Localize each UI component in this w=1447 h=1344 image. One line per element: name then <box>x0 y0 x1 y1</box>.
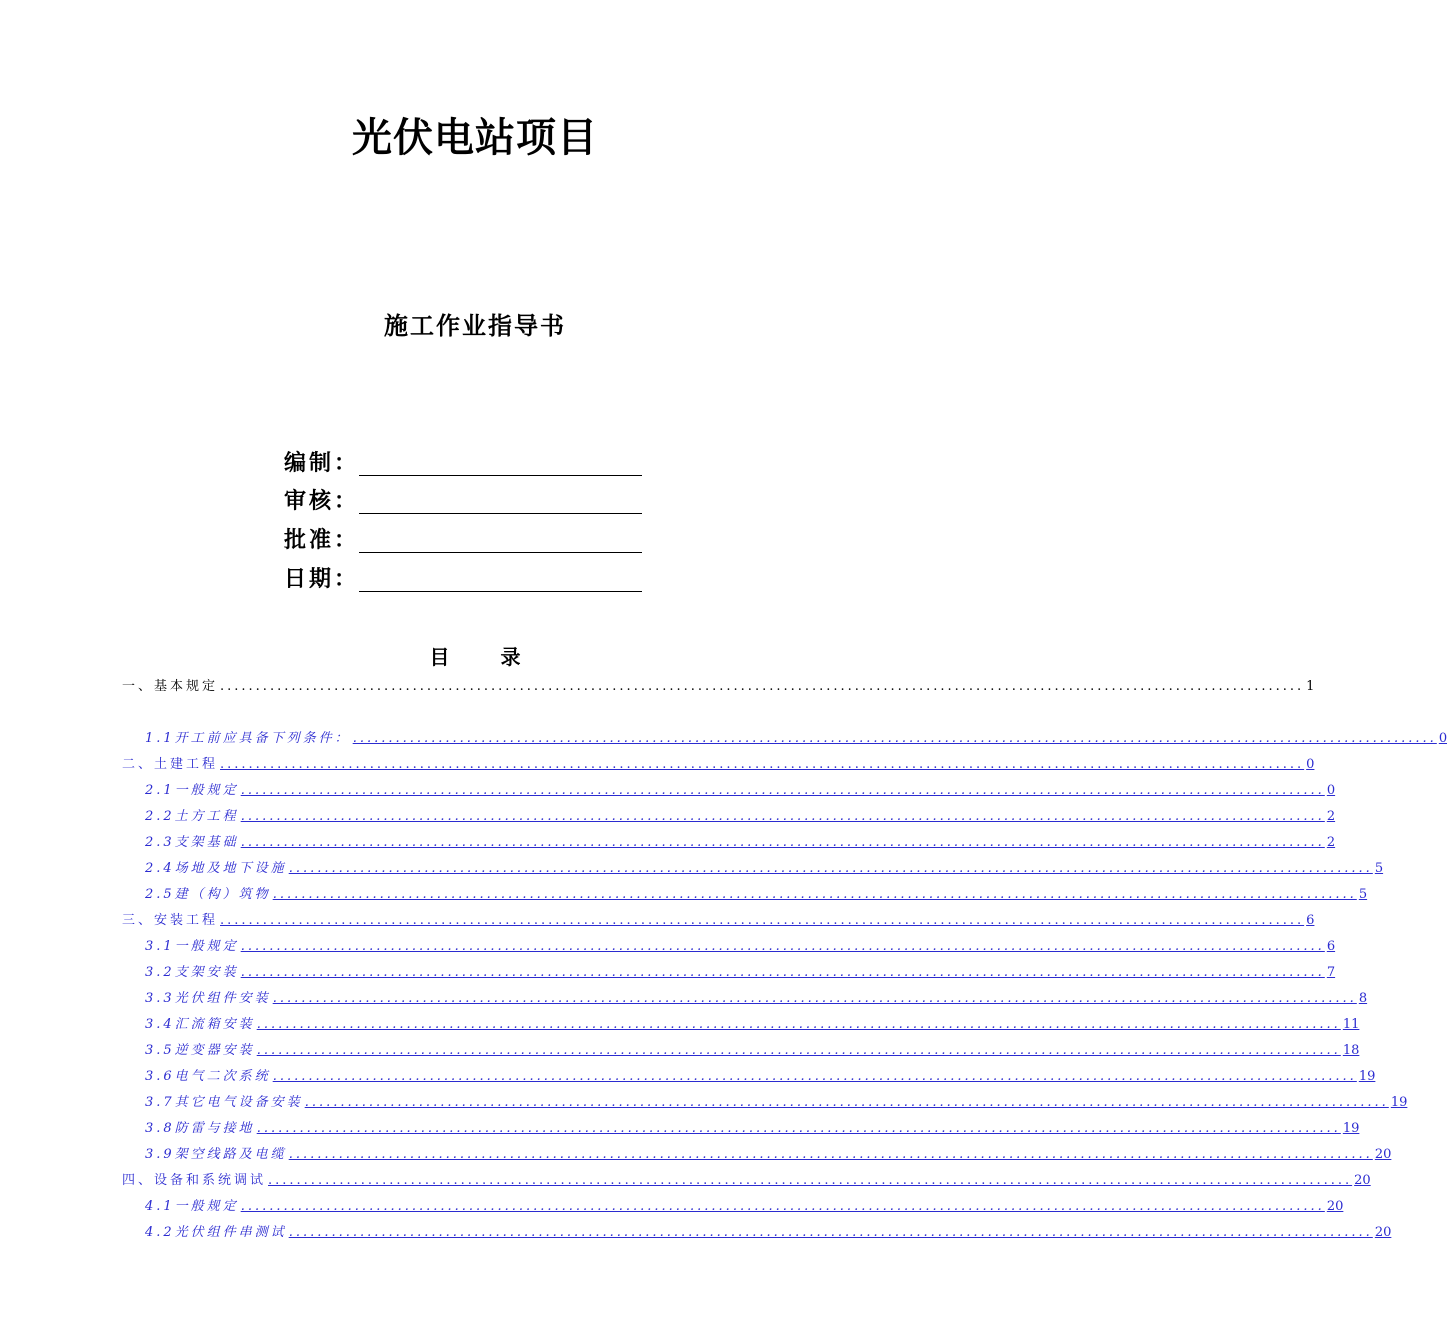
signature-label: 日期： <box>284 567 360 592</box>
toc-link[interactable] <box>145 855 1384 877</box>
toc-leader: ........................................................................................................................................................ <box>240 1199 1325 1214</box>
toc-link[interactable] <box>145 1011 1360 1033</box>
signature-line <box>359 475 642 476</box>
toc-link[interactable] <box>145 1089 1408 1111</box>
toc-leader: ........................................................................................................................................................ <box>240 835 1325 850</box>
toc-entry-label: 2.3支架基础 <box>145 835 239 850</box>
toc-entry-page: 0 <box>1306 757 1315 772</box>
toc-link[interactable] <box>145 1115 1360 1137</box>
signature-line <box>359 513 642 514</box>
toc-entry-page: 18 <box>1342 1043 1360 1058</box>
toc-leader: ........................................................................................................................................................ <box>240 809 1325 824</box>
toc-entry-page: 5 <box>1374 861 1384 876</box>
toc-entry-label: 一、基本规定 <box>122 679 219 694</box>
toc-leader: ........................................................................................................................................................ <box>272 1069 1357 1084</box>
toc-entry-page: 2 <box>1326 809 1336 824</box>
toc-link[interactable] <box>145 1219 1392 1241</box>
signature-label: 批准： <box>284 528 360 553</box>
toc-link[interactable] <box>145 829 1336 851</box>
toc-leader: ........................................................................................................................................................ <box>256 1017 1341 1032</box>
toc-leader: ........................................................................................................................................................ <box>220 913 1305 928</box>
toc-link[interactable] <box>122 1167 1371 1189</box>
toc-entry-page: 6 <box>1306 913 1315 928</box>
toc-title: 目 录 <box>429 645 543 669</box>
toc-entry-label: 1.1开工前应具备下列条件： <box>145 731 351 746</box>
toc-entry-label: 三、安装工程 <box>122 913 219 928</box>
toc-entry-label: 3.6电气二次系统 <box>145 1069 271 1084</box>
toc-link[interactable] <box>145 803 1336 825</box>
toc-link[interactable] <box>145 881 1368 903</box>
toc-leader: ........................................................................................................................................................ <box>304 1095 1389 1110</box>
toc-entry-label: 3.9架空线路及电缆 <box>145 1147 287 1162</box>
toc-leader: ........................................................................................................................................................ <box>240 939 1325 954</box>
toc-entry-page: 2 <box>1326 835 1336 850</box>
toc-entry-label: 二、土建工程 <box>122 757 219 772</box>
toc-entry-page: 11 <box>1342 1017 1360 1032</box>
toc-entry-page: 6 <box>1326 939 1336 954</box>
toc-entry-label: 2.1一般规定 <box>145 783 239 798</box>
toc-link[interactable] <box>145 1141 1392 1163</box>
toc-entry-label: 2.5建（构）筑物 <box>145 887 271 902</box>
toc-entry-label: 3.3光伏组件安装 <box>145 991 271 1006</box>
toc-entry-page: 20 <box>1374 1225 1392 1240</box>
document-subtitle: 施工作业指导书 <box>384 312 566 340</box>
toc-entry-label: 3.2支架安装 <box>145 965 239 980</box>
toc-leader: ........................................................................................................................................................ <box>272 887 1357 902</box>
toc-entry-page: 20 <box>1326 1199 1344 1214</box>
toc-link[interactable] <box>145 959 1336 981</box>
toc-leader: ........................................................................................................................................................ <box>272 991 1357 1006</box>
toc-entry-page: 8 <box>1358 991 1368 1006</box>
signature-label: 审核： <box>284 489 360 514</box>
toc-entry <box>122 673 1315 695</box>
toc-link[interactable] <box>145 985 1368 1007</box>
toc-entry-label: 2.2土方工程 <box>145 809 239 824</box>
toc-entry-label: 4.1一般规定 <box>145 1199 239 1214</box>
toc-entry-page: 0 <box>1326 783 1336 798</box>
toc-entry-label: 3.5逆变器安装 <box>145 1043 255 1058</box>
toc-leader: ........................................................................................................................................................ <box>256 1043 1341 1058</box>
toc-entry-label: 3.8防雷与接地 <box>145 1121 255 1136</box>
toc-link[interactable] <box>122 907 1315 929</box>
signature-line <box>359 591 642 592</box>
toc-leader: ........................................................................................................................................................ <box>220 757 1305 772</box>
toc-link[interactable] <box>145 777 1336 799</box>
toc-link[interactable] <box>145 933 1336 955</box>
toc-entry-label: 2.4场地及地下设施 <box>145 861 287 876</box>
toc-entry-page: 20 <box>1374 1147 1392 1162</box>
toc-entry-page: 1 <box>1306 679 1315 694</box>
toc-link[interactable] <box>145 1037 1360 1059</box>
toc-entry-label: 3.4汇流箱安装 <box>145 1017 255 1032</box>
toc-leader: ........................................................................................................................................................ <box>268 1173 1353 1188</box>
toc-entry-page: 5 <box>1358 887 1368 902</box>
toc-entry-page: 19 <box>1358 1069 1376 1084</box>
toc-leader: ........................................................................................................................................................ <box>352 731 1437 746</box>
toc-entry-label: 3.1一般规定 <box>145 939 239 954</box>
toc-leader: ........................................................................................................................................................ <box>240 783 1325 798</box>
toc-leader: ........................................................................................................................................................ <box>288 1225 1373 1240</box>
toc-link[interactable] <box>145 1063 1376 1085</box>
signature-line <box>359 552 642 553</box>
toc-leader: ........................................................................................................................................................ <box>288 1147 1373 1162</box>
toc-entry-page: 20 <box>1354 1173 1371 1188</box>
toc-leader: ........................................................................................................................................................ <box>240 965 1325 980</box>
toc-entry-page: 19 <box>1342 1121 1360 1136</box>
toc-link[interactable] <box>145 725 1447 747</box>
signature-label: 编制： <box>284 451 360 476</box>
toc-link[interactable] <box>145 1193 1344 1215</box>
toc-leader: ........................................................................................................................................................ <box>256 1121 1341 1136</box>
toc-entry-page: 0 <box>1438 731 1447 746</box>
toc-entry-page: 19 <box>1390 1095 1408 1110</box>
toc-entry-label: 3.7其它电气设备安装 <box>145 1095 303 1110</box>
toc-leader: ........................................................................................................................................................ <box>288 861 1373 876</box>
toc-entry-label: 4.2光伏组件串测试 <box>145 1225 287 1240</box>
toc-link[interactable] <box>122 751 1315 773</box>
toc-entry-label: 四、设备和系统调试 <box>122 1173 267 1188</box>
document-title: 光伏电站项目 <box>352 115 598 161</box>
toc-leader: ........................................................................................................................................................ <box>220 679 1305 694</box>
toc-entry-page: 7 <box>1326 965 1336 980</box>
